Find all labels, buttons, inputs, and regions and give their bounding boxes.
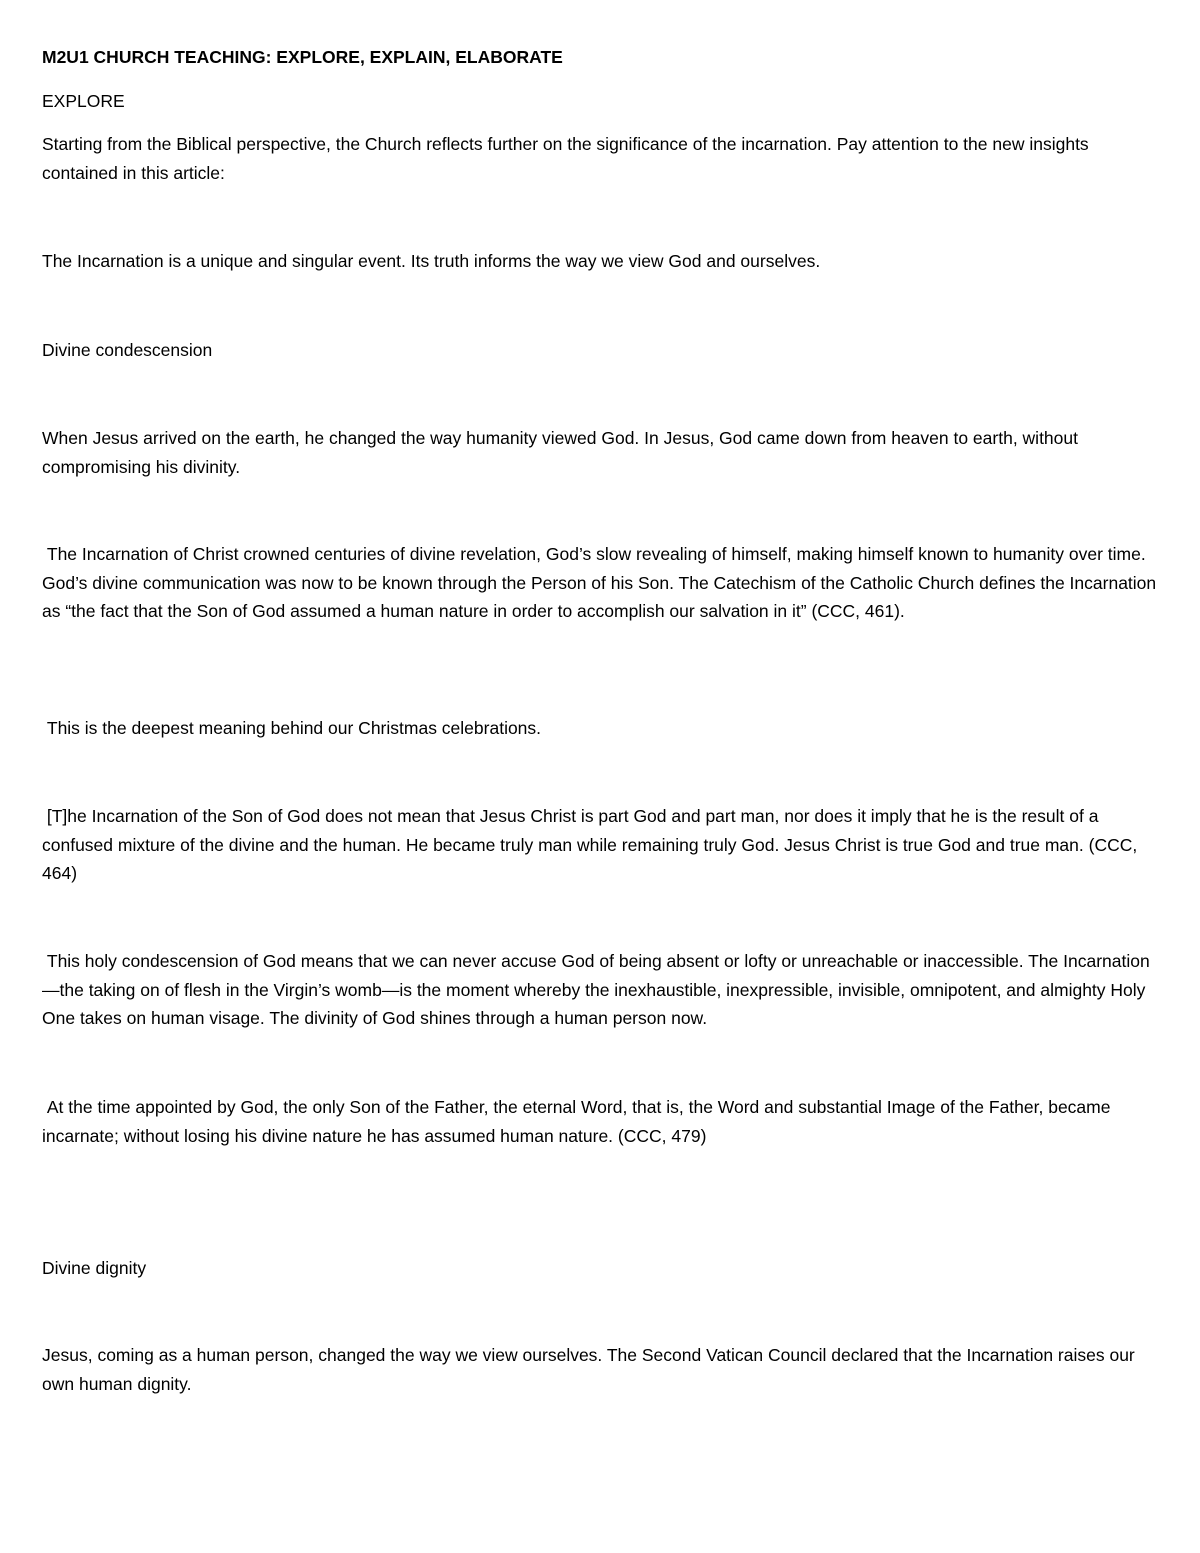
document-title: M2U1 CHURCH TEACHING: EXPLORE, EXPLAIN, ELABORATE [42,47,563,67]
paragraph-ccc-479: At the time appointed by God, the only Son of the Father, the eternal Word, that is, the Word and substantial Image of the Father, became incarnate; without losing his divine nature he has assumed human nature. (CCC, 479) [42,1097,1116,1146]
heading-divine-dignity: Divine dignity [42,1258,147,1278]
paragraph-human-dignity: Jesus, coming as a human person, changed the way we view ourselves. The Second Vatican Council declared that the Incarnation raises our own human dignity. [42,1345,1140,1394]
paragraph-intro: Starting from the Biblical perspective, the Church reflects further on the significance of the incarnation. Pay attention to the new insights contained in this article: [42,134,1094,183]
paragraph-holy-condescension: This holy condescension of God means that we can never accuse God of being absent or lofty or unreachable or inaccessible. The Incarnation—the taking on of flesh in the Virgin’s womb—is the moment whereby the inexhaustible, inexpressible, invisible, omnipotent, and almighty Holy One takes on human visage. The divinity of God shines through a human person now. [42,951,1151,1028]
heading-divine-condescension: Divine condescension [42,340,213,360]
paragraph-christmas-meaning: This is the deepest meaning behind our Christmas celebrations. [42,718,542,738]
paragraph-incarnation-crowned: The Incarnation of Christ crowned centuries of divine revelation, God’s slow revealing of himself, making himself known to humanity over time. God’s divine communication was now to be known through the Person of his Son. The Catechism of the Catholic Church defines the Incarnation as “the fact that the Son of God assumed a human nature in order to accomplish our salvation in it” (CCC, 461). [42,544,1162,621]
section-label: EXPLORE [42,91,125,111]
paragraph-ccc-464: [T]he Incarnation of the Son of God does not mean that Jesus Christ is part God and part man, nor does it imply that he is the result of a confused mixture of the divine and the human. He became truly man while remaining truly God. Jesus Christ is true God and true man. (CCC, 464) [42,806,1143,883]
paragraph-jesus-arrived: When Jesus arrived on the earth, he changed the way humanity viewed God. In Jesus, God came down from heaven to earth, without compromising his divinity. [42,428,1083,477]
paragraph-incarnation-unique: The Incarnation is a unique and singular event. Its truth informs the way we view God and ourselves. [42,251,821,271]
